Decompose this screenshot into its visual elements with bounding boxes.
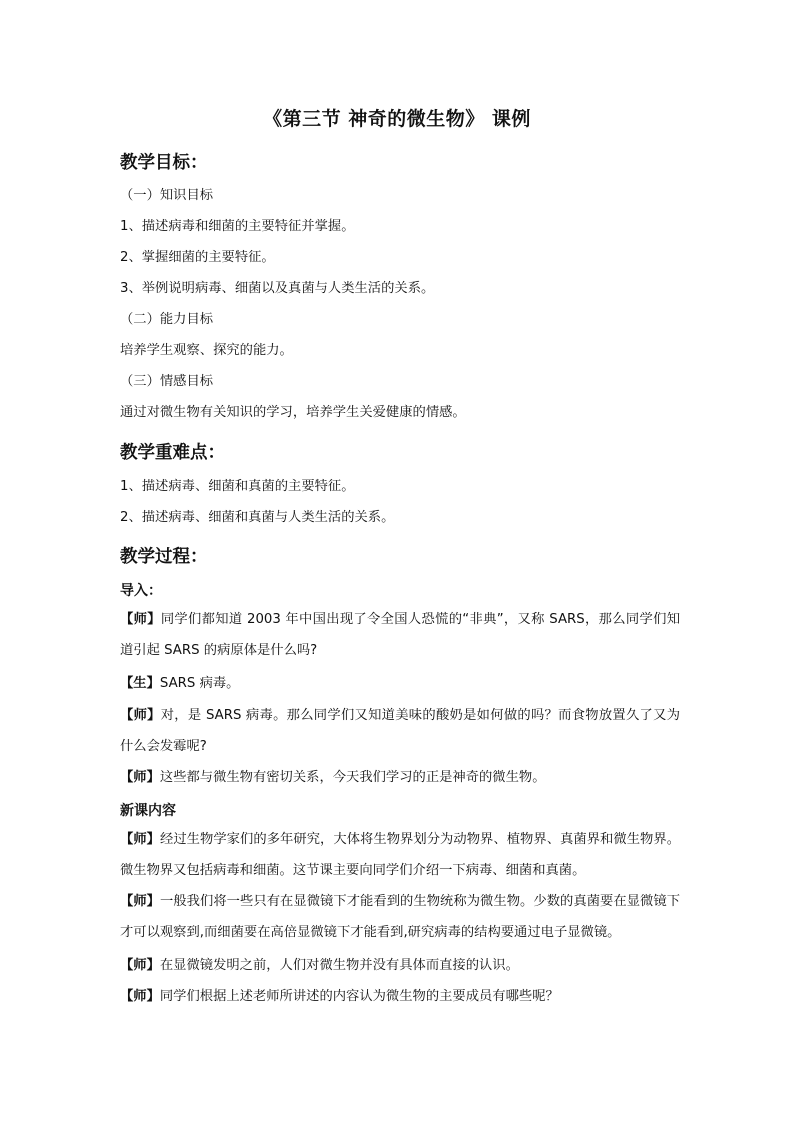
dialogue-text: 一般我们将一些只有在显微镜下才能看到的生物统称为微生物。少数的真菌要在显微镜下才可以观察到,而细菌要在高倍显微镜下才能看到,研究病毒的结构要通过电子显微镜。: [120, 894, 681, 940]
dialogue-paragraph: [120, 604, 680, 666]
dialogue-text: 这些都与微生物有密切关系，今天我们学习的正是神奇的微生物。: [159, 770, 546, 785]
dialogue-paragraph: [120, 668, 680, 699]
ability-objectives-label: （二）能力目标: [120, 312, 214, 327]
knowledge-item: 2、掌握细菌的主要特征。: [120, 250, 275, 265]
emotion-objectives-label: （三）情感目标: [120, 374, 214, 389]
key-point-item: 1、描述病毒、细菌和真菌的主要特征。: [120, 479, 355, 494]
knowledge-item: 1、描述病毒和细菌的主要特征并掌握。: [120, 219, 355, 234]
dialogue-paragraph: [120, 981, 680, 1012]
dialogue-paragraph: [120, 700, 680, 762]
process-heading: 教学过程：: [120, 547, 208, 567]
dialogue-text: 同学们都知道 2003 年中国出现了令全国人恐慌的“非典”，又称 SARS，那么同学们知道引起 SARS 的病原体是什么吗?: [120, 612, 680, 658]
new-lesson-heading: 新课内容: [120, 803, 176, 819]
dialogue-paragraph: [120, 886, 680, 948]
speaker-tag: 【师】: [120, 958, 160, 973]
dialogue-paragraph: [120, 824, 680, 886]
speaker-tag: 【生】: [120, 676, 160, 691]
document-title: 《第三节 神奇的微生物》 课例: [263, 108, 531, 130]
speaker-tag: 【师】: [120, 612, 161, 627]
dialogue-text: 经过生物学家们的多年研究，大体将生物界划分为动物界、植物界、真菌界和微生物界。微生物界又包括病毒和细菌。这节课主要向同学们介绍一下病毒、细菌和真菌。: [120, 832, 681, 878]
knowledge-item: 3、举例说明病毒、细菌以及真菌与人类生活的关系。: [120, 281, 435, 296]
dialogue-text: 对，是 SARS 病毒。那么同学们又知道美味的酸奶是如何做的吗？而食物放置久了又为什么会发霉呢?: [120, 708, 681, 754]
intro-heading: 导入：: [120, 583, 162, 599]
dialogue-text: 同学们根据上述老师所讲述的内容认为微生物的主要成员有哪些呢？: [159, 989, 559, 1004]
speaker-tag: 【师】: [120, 894, 161, 909]
speaker-tag: 【师】: [120, 770, 160, 785]
speaker-tag: 【师】: [120, 832, 161, 847]
dialogue-paragraph: [120, 950, 680, 981]
key-point-item: 2、描述病毒、细菌和真菌与人类生活的关系。: [120, 510, 395, 525]
dialogue-text: SARS 病毒。: [159, 676, 240, 691]
speaker-tag: 【师】: [120, 708, 161, 723]
key-points-heading: 教学重难点：: [120, 443, 225, 463]
dialogue-paragraph: [120, 762, 680, 793]
knowledge-objectives-label: （一）知识目标: [120, 188, 214, 203]
objectives-heading: 教学目标：: [120, 153, 208, 173]
emotion-objectives-text: 通过对微生物有关知识的学习，培养学生关爱健康的情感。: [120, 405, 466, 420]
ability-objectives-text: 培养学生观察、探究的能力。: [120, 343, 293, 358]
speaker-tag: 【师】: [120, 989, 160, 1004]
dialogue-text: 在显微镜发明之前，人们对微生物并没有具体而直接的认识。: [159, 958, 519, 973]
